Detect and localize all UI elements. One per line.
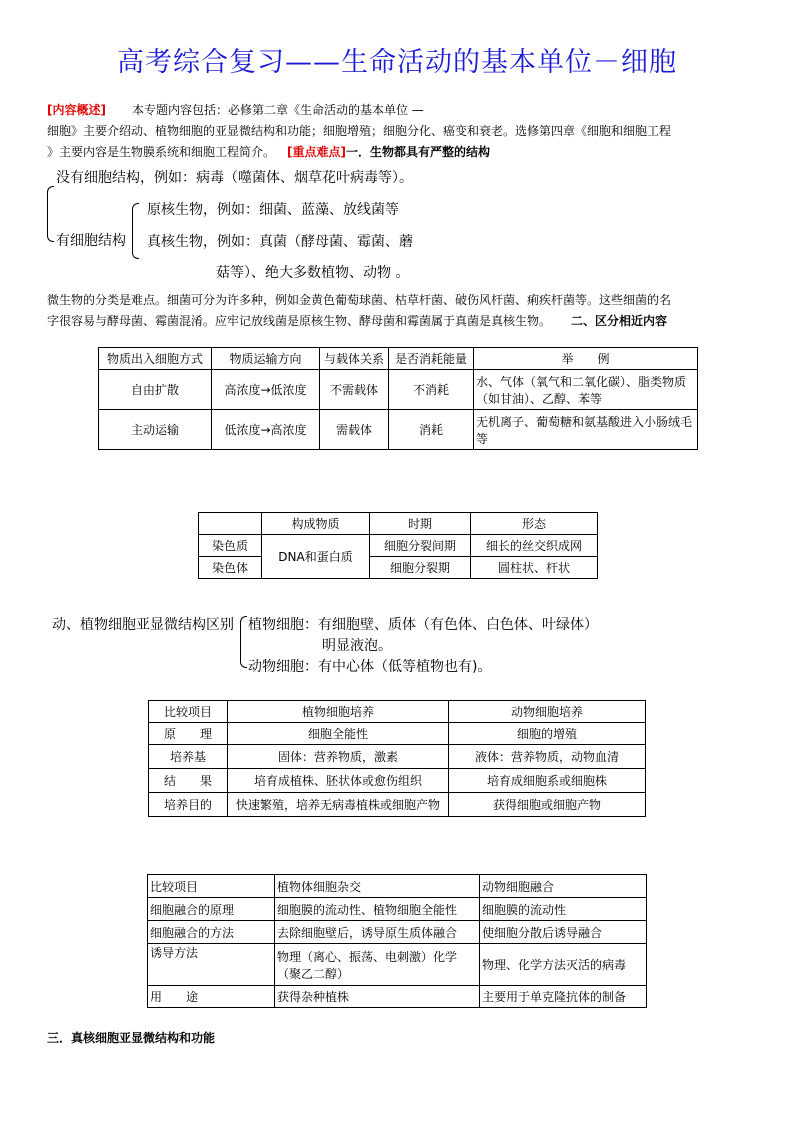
table-cell: 细胞融合的原理 xyxy=(148,898,275,921)
table-cell: 去除细胞壁后，诱导原生质体融合 xyxy=(275,921,480,944)
section-2-heading: 二、区分相近内容 xyxy=(571,314,668,328)
table-cell: 细胞膜的流动性、植物细胞全能性 xyxy=(275,898,480,921)
table-row xyxy=(149,745,646,769)
table-cell: 细胞膜的流动性 xyxy=(480,898,647,921)
table-row xyxy=(99,410,698,450)
key-points-tag: [重点难点] xyxy=(287,145,346,159)
table-cell: 染色体 xyxy=(199,557,262,579)
table-cell: 需载体 xyxy=(320,410,389,450)
table-header: 举 例 xyxy=(474,348,698,370)
table-header: 时期 xyxy=(370,513,471,535)
section-1-heading: 一．生物都具有严整的结构 xyxy=(346,145,491,159)
table-cell: 低浓度→高浓度 xyxy=(212,410,320,450)
table-row xyxy=(148,921,647,944)
outer-brace xyxy=(47,186,54,242)
table-row xyxy=(148,898,647,921)
table-cell: 固体：营养物质，激素 xyxy=(228,745,449,769)
intro-paragraph xyxy=(47,100,767,163)
table-row xyxy=(99,370,698,410)
table-row xyxy=(199,535,598,557)
table-row xyxy=(149,793,646,817)
table-cell: 诱导方法 xyxy=(148,944,275,986)
table-row xyxy=(148,986,647,1008)
table-header: 构成物质 xyxy=(262,513,370,535)
table-cell: 获得细胞或细胞产物 xyxy=(449,793,646,817)
microbe-paragraph xyxy=(47,290,767,332)
table-cell: 不消耗 xyxy=(389,370,474,410)
table-header: 动物细胞培养 xyxy=(449,701,646,723)
chromatin-table xyxy=(198,512,598,579)
table-header: 物质运输方向 xyxy=(212,348,320,370)
table-cell: 结 果 xyxy=(149,769,228,793)
table-cell: 培养目的 xyxy=(149,793,228,817)
table-header: 形态 xyxy=(471,513,598,535)
table-header: 植物细胞培养 xyxy=(228,701,449,723)
table-row xyxy=(199,557,598,579)
table-header xyxy=(199,513,262,535)
table-cell: 液体：营养物质，动物血清 xyxy=(449,745,646,769)
table-row xyxy=(149,723,646,745)
table-cell: 消耗 xyxy=(389,410,474,450)
cell-culture-table xyxy=(148,700,646,817)
table-cell: 不需载体 xyxy=(320,370,389,410)
table-cell: 主动运输 xyxy=(99,410,212,450)
table-cell: 培养基 xyxy=(149,745,228,769)
cell-difference-label: 动、植物细胞亚显微结构区别 xyxy=(52,617,234,633)
intro-line-1: 本专题内容包括：必修第二章《生命活动的基本单位 — xyxy=(131,103,424,117)
microbe-line-2: 字很容易与酵母菌、霉菌混淆。应牢记放线菌是原核生物、酵母菌和霉菌属于真菌是真核生物。 xyxy=(47,314,552,328)
plant-cell-text: 植物细胞：有细胞壁、质体（有色体、白色体、叶绿体） xyxy=(248,617,598,633)
table-header: 比较项目 xyxy=(149,701,228,723)
table-cell: 自由扩散 xyxy=(99,370,212,410)
table-header: 与载体关系 xyxy=(320,348,389,370)
table-row xyxy=(148,944,647,986)
table-header: 是否消耗能量 xyxy=(389,348,474,370)
table-cell: 物理（离心、振荡、电刺激）化学（聚乙二醇） xyxy=(275,944,480,986)
section-3-heading: 三．真核细胞亚显微结构和功能 xyxy=(47,1031,216,1045)
table-cell: 使细胞分散后诱导融合 xyxy=(480,921,647,944)
table-cell: 细长的丝交织成网 xyxy=(471,535,598,557)
table-cell: 用 途 xyxy=(148,986,275,1008)
table-cell: 细胞的增殖 xyxy=(449,723,646,745)
content-overview-tag: [内容概述] xyxy=(47,103,106,117)
intro-line-3: 》主要内容是生物膜系统和细胞工程简介。 xyxy=(47,145,276,159)
table-cell: DNA和蛋白质 xyxy=(262,535,370,579)
table-cell: 获得杂种植株 xyxy=(275,986,480,1008)
cell-fusion-table xyxy=(147,874,647,1008)
plant-cell-text-cont: 明显液泡。 xyxy=(322,638,392,654)
inner-brace xyxy=(132,203,139,259)
table-cell: 染色质 xyxy=(199,535,262,557)
table-cell: 物理、化学方法灭活的病毒 xyxy=(480,944,647,986)
table-cell: 培育成植株、胚状体或愈伤组织 xyxy=(228,769,449,793)
cells-brace xyxy=(240,616,247,668)
table-cell: 细胞全能性 xyxy=(228,723,449,745)
table-cell: 原 理 xyxy=(149,723,228,745)
table-cell: 主要用于单克隆抗体的制备 xyxy=(480,986,647,1008)
table-cell: 无机离子、葡萄糖和氨基酸进入小肠绒毛等 xyxy=(474,410,698,450)
table-cell: 培育成细胞系或细胞株 xyxy=(449,769,646,793)
table-row xyxy=(149,769,646,793)
table-header: 比较项目 xyxy=(148,875,275,898)
table-cell: 高浓度→低浓度 xyxy=(212,370,320,410)
prokaryote-text: 原核生物，例如：细菌、蓝藻、放线菌等 xyxy=(147,202,399,218)
table-header: 物质出入细胞方式 xyxy=(99,348,212,370)
microbe-line-1: 微生物的分类是难点。细菌可分为许多种，例如金黄色葡萄球菌、枯草杆菌、破伤风杆菌、痢疾杆菌等。这些细菌的名 xyxy=(47,293,672,307)
table-cell: 细胞融合的方法 xyxy=(148,921,275,944)
table-cell: 快速繁殖，培养无病毒植株或细胞产物 xyxy=(228,793,449,817)
eukaryote-text: 真核生物，例如：真菌（酵母菌、霉菌、蘑 xyxy=(147,234,413,250)
page-title: 高考综合复习——生命活动的基本单位－细胞 xyxy=(117,47,677,78)
intro-line-2: 细胞》主要介绍动、植物细胞的亚显微结构和功能；细胞增殖；细胞分化、癌变和衰老。选修第四章《细胞和细胞工程 xyxy=(47,124,672,138)
table-header: 植物体细胞杂交 xyxy=(275,875,480,898)
animal-cell-text: 动物细胞：有中心体（低等植物也有)。 xyxy=(248,659,492,675)
table-cell: 水、气体（氧气和二氧化碳）、脂类物质（如甘油）、乙醇、苯等 xyxy=(474,370,698,410)
table-header: 动物细胞融合 xyxy=(480,875,647,898)
table-cell: 圆柱状、杆状 xyxy=(471,557,598,579)
table-cell: 细胞分裂间期 xyxy=(370,535,471,557)
eukaryote-text-cont: 菇等）、绝大多数植物、动物 。 xyxy=(216,265,410,281)
no-cell-structure-text: 没有细胞结构，例如：病毒（噬菌体、烟草花叶病毒等）。 xyxy=(56,170,413,186)
has-cell-structure-label: 有细胞结构 xyxy=(56,233,126,249)
table-cell: 细胞分裂期 xyxy=(370,557,471,579)
transport-table xyxy=(98,347,698,450)
